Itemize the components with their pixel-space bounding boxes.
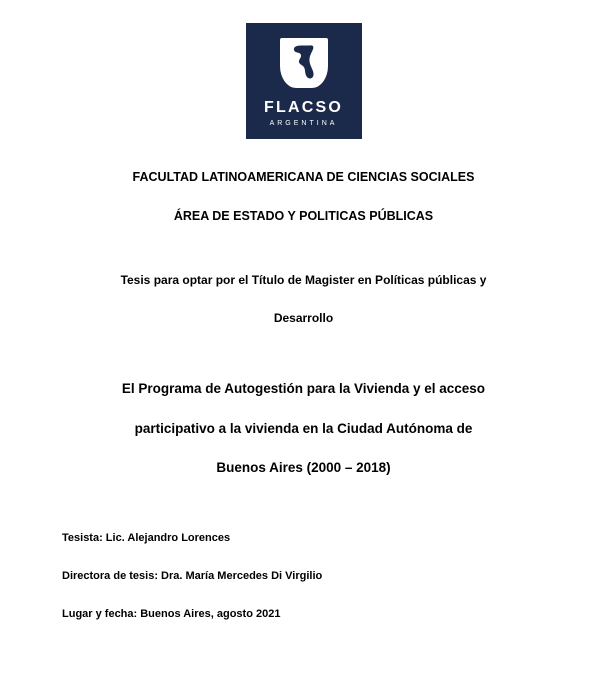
degree-line-1: Tesis para optar por el Título de Magister en Políticas públicas y — [120, 273, 487, 287]
shield-icon — [280, 38, 328, 88]
title-line-2: participativo a la vivienda en la Ciudad Autónoma de — [134, 420, 473, 436]
meta-advisor: Directora de tesis: Dra. María Mercedes Di Virgilio — [62, 569, 323, 582]
institution-line-2: ÁREA DE ESTADO Y POLITICAS PÚBLICAS — [173, 208, 434, 223]
institution-block — [62, 171, 545, 222]
logo-wordmark: FLACSO — [264, 99, 343, 116]
thesis-title-block — [62, 382, 545, 475]
logo-subtitle: ARGENTINA — [269, 120, 338, 127]
logo-container — [62, 0, 545, 139]
title-line-3: Buenos Aires (2000 – 2018) — [216, 460, 391, 475]
institution-line-1: FACULTAD LATINOAMERICANA DE CIENCIAS SOCIALES — [132, 170, 475, 184]
title-line-1: El Programa de Autogestión para la Vivienda y el acceso — [121, 381, 486, 396]
degree-line-2: Desarrollo — [273, 311, 334, 325]
latin-america-map-icon — [293, 45, 314, 79]
flacso-logo — [246, 23, 362, 139]
degree-block — [62, 274, 545, 324]
meta-place-date: Lugar y fecha: Buenos Aires, agosto 2021 — [62, 607, 281, 620]
meta-author: Tesista: Lic. Alejandro Lorences — [62, 531, 231, 544]
thesis-metadata-block — [62, 533, 545, 620]
